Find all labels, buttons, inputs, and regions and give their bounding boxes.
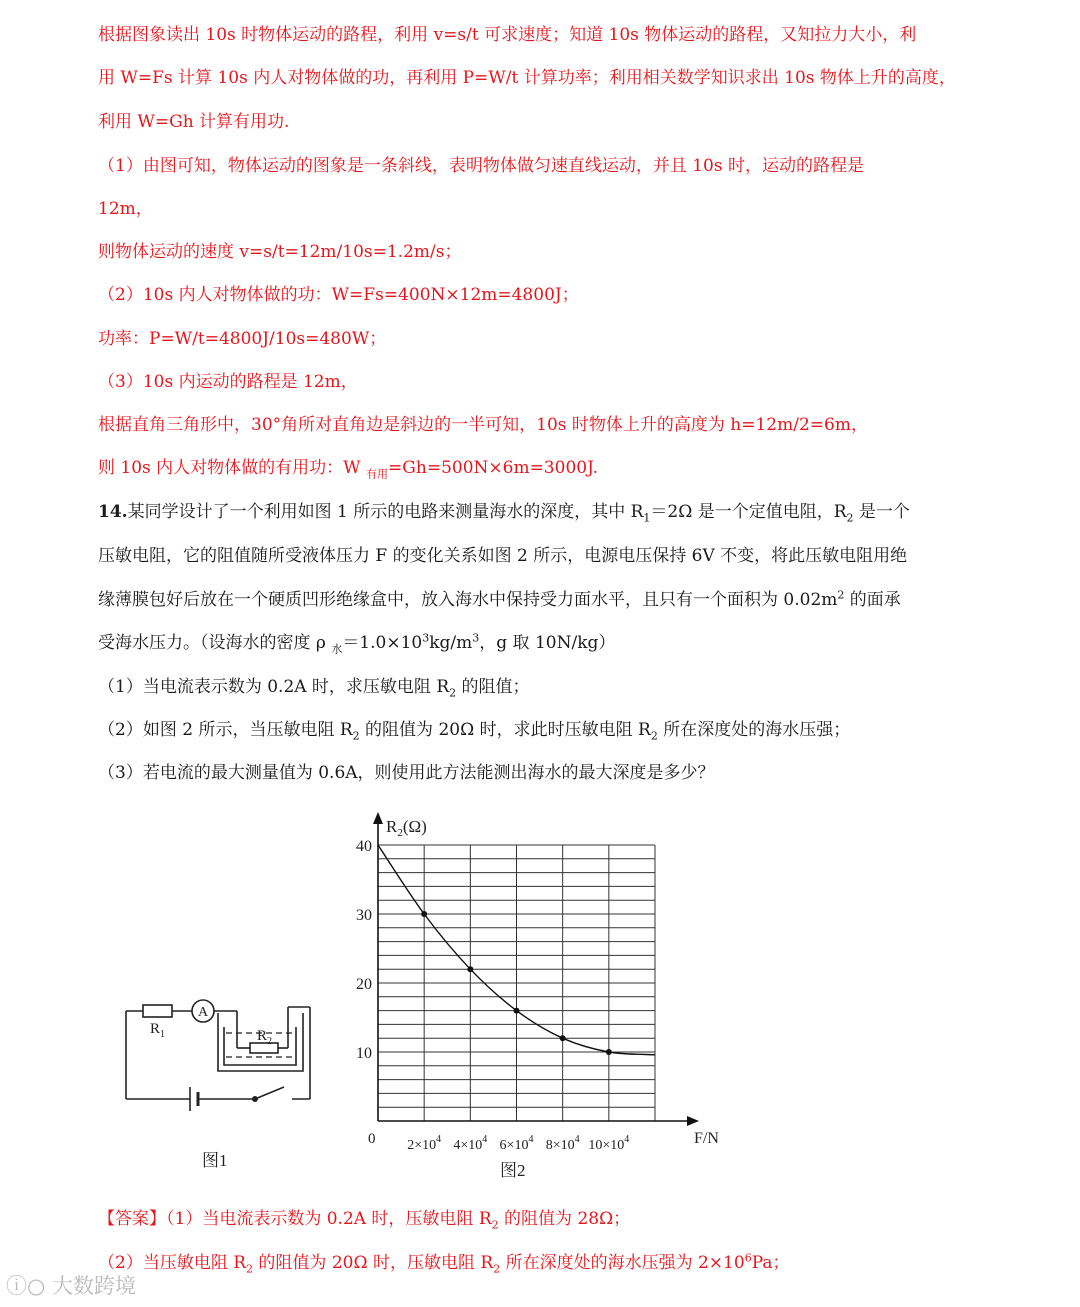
- figure-2-caption: 图2: [500, 1161, 526, 1180]
- x-tick-exponent: 4: [624, 1134, 630, 1145]
- text-segment: 则 10s 内人对物体做的有用功：W: [98, 458, 367, 478]
- text-segment: ，g 取 10N/kg）: [479, 633, 616, 653]
- ammeter-label: A: [197, 1005, 209, 1020]
- figure-2-chart: [340, 808, 740, 1188]
- data-point: [467, 966, 473, 972]
- subscript: 水: [331, 642, 343, 656]
- problem-line-2: 压敏电阻，它的阻值随所受液体压力 F 的变化关系如图 2 所示，电源电压保持 6V 不变，将此压敏电阻用绝: [98, 546, 908, 566]
- text-segment: （1）当电流表示数为 0.2A 时，求压敏电阻 R: [98, 677, 450, 697]
- data-point: [421, 911, 427, 917]
- text-segment: kg/m: [429, 633, 473, 653]
- question-2: [98, 719, 850, 741]
- solution-line: 根据图象读出 10s 时物体运动的路程，利用 v=s/t 可求速度；知道 10s 物体运动的路程，又知拉力大小，利: [98, 25, 917, 45]
- r1-label: $R_1$: [150, 1021, 166, 1040]
- y-tick-label: 40: [356, 838, 372, 855]
- resistor-r2: [250, 1043, 278, 1053]
- data-point: [560, 1035, 566, 1041]
- chart-ticks: [356, 838, 629, 1153]
- subscript: 有用: [366, 467, 389, 481]
- text-segment: 受海水压力。（设海水的密度 ρ: [98, 633, 332, 653]
- watermark-text: 大数跨境: [52, 1274, 137, 1298]
- y-tick-label: 30: [356, 907, 372, 924]
- answer-line-1: [98, 1208, 630, 1230]
- solution-line: 用 W=Fs 计算 10s 内人对物体做的功，再利用 P=W/t 计算功率；利用相关数学知识求出 10s 物体上升的高度，: [98, 68, 956, 88]
- switch: [255, 1087, 284, 1099]
- superscript: 6: [744, 1251, 752, 1265]
- text-segment: 的阻值为 20Ω 时，压敏电阻 R: [253, 1253, 494, 1273]
- x-tick-label: [546, 1134, 580, 1153]
- x-tick-label: [500, 1134, 534, 1153]
- x-axis-arrow: [687, 1116, 699, 1126]
- problem-line-3: [98, 589, 901, 611]
- chart-grid: [378, 845, 655, 1121]
- question-1: [98, 676, 530, 698]
- x-tick-exponent: 4: [528, 1134, 534, 1145]
- subscript: 2: [352, 729, 360, 743]
- superscript: 2: [837, 588, 845, 602]
- text-segment: ＝2Ω 是一个定值电阻，R: [650, 502, 847, 522]
- text-segment: 的阻值；: [456, 677, 530, 697]
- x-tick-base: 10×10: [588, 1138, 625, 1153]
- chart-y-axis-label: $R_2(\Omega)$: [386, 817, 427, 839]
- chart-x-axis-label: F/N: [694, 1130, 719, 1147]
- text-segment: 的阻值为 28Ω；: [498, 1209, 631, 1229]
- chart-origin-label: 0: [368, 1131, 376, 1147]
- text-segment: （2）如图 2 所示，当压敏电阻 R: [98, 720, 353, 740]
- text-segment: 某同学设计了一个利用如图 1 所示的电路来测量海水的深度，其中 R: [127, 502, 644, 522]
- data-point: [606, 1049, 612, 1055]
- subscript: 2: [846, 511, 854, 525]
- x-tick-exponent: 4: [482, 1134, 488, 1145]
- solution-line: （1）由图可知，物体运动的图象是一条斜线，表明物体做匀速直线运动，并且 10s 时，运动的路程是: [98, 156, 864, 176]
- x-tick-exponent: 4: [574, 1134, 580, 1145]
- x-tick-base: 6×10: [499, 1138, 529, 1153]
- x-tick-exponent: 4: [436, 1134, 442, 1145]
- solution-line: （2）10s 内人对物体做的功：W=Fs=400N×12m=4800J；: [98, 285, 579, 305]
- superscript: 3: [422, 631, 430, 645]
- problem-number: 14.: [98, 502, 128, 522]
- problem-line-4: [98, 632, 615, 654]
- text-segment: （1）当电流表示数为 0.2A 时，压敏电阻 R: [166, 1209, 492, 1229]
- y-axis-arrow: [373, 812, 383, 824]
- subscript: 2: [246, 1262, 254, 1276]
- solution-line: （3）10s 内运动的路程是 12m，: [98, 372, 358, 392]
- question-3: （3）若电流的最大测量值为 0.6A，则使用此方法能测出海水的最大深度是多少？: [98, 763, 715, 783]
- text-segment: 的面承: [844, 590, 901, 610]
- x-tick-base: 4×10: [453, 1138, 483, 1153]
- resistor-r1: [143, 1005, 172, 1017]
- solution-line: 则物体运动的速度 v=s/t=12m/10s=1.2m/s；: [98, 242, 462, 262]
- y-tick-label: 20: [356, 976, 372, 993]
- subscript: 2: [491, 1218, 499, 1232]
- solution-line: 12m，: [98, 199, 153, 219]
- watermark: [6, 1270, 136, 1300]
- x-tick-base: 2×10: [407, 1138, 437, 1153]
- y-tick-label: 10: [356, 1045, 372, 1062]
- text-segment: 所在深度处的海水压强；: [657, 720, 851, 740]
- text-segment: 是一个: [853, 502, 910, 522]
- superscript: 3: [472, 631, 480, 645]
- solution-line: 根据直角三角形中，30°角所对直角边是斜边的一半可知，10s 时物体上升的高度为 h=12m/2=6m，: [98, 415, 868, 435]
- text-segment: Pa；: [751, 1253, 790, 1273]
- solution-line: 功率：P=W/t=4800J/10s=480W；: [98, 329, 387, 349]
- figure-1-circuit: [120, 985, 330, 1175]
- solution-line: 利用 W=Gh 计算有用功.: [98, 112, 290, 132]
- subscript: 2: [650, 729, 658, 743]
- solution-useful-work-line: [98, 457, 598, 479]
- r2-label: $R_2$: [257, 1028, 273, 1047]
- problem-line-1: [98, 501, 910, 523]
- answer-line-2: [98, 1252, 790, 1274]
- figure-1-caption: 图1: [202, 1151, 228, 1170]
- text-segment: ＝1.0×10: [342, 633, 423, 653]
- x-tick-label: [453, 1134, 487, 1153]
- x-tick-base: 8×10: [545, 1138, 575, 1153]
- text-segment: 的阻值为 20Ω 时，求此时压敏电阻 R: [359, 720, 651, 740]
- subscript: 2: [449, 686, 457, 700]
- text-segment: 缘薄膜包好后放在一个硬质凹形绝缘盒中，放入海水中保持受力面水平，且只有一个面积为 0.02m: [98, 590, 838, 610]
- text-segment: =Gh=500N×6m=3000J.: [388, 458, 598, 478]
- watermark-logo-icon: ⓘ○: [6, 1274, 46, 1298]
- data-point: [514, 1008, 520, 1014]
- x-tick-label: [588, 1134, 629, 1153]
- text-segment: 所在深度处的海水压强为 2×10: [500, 1253, 745, 1273]
- subscript: 2: [493, 1262, 501, 1276]
- x-tick-label: [407, 1134, 441, 1153]
- text-segment: （2）当压敏电阻 R: [98, 1253, 247, 1273]
- answer-tag: 【答案】: [98, 1209, 166, 1229]
- switch-pivot: [252, 1096, 258, 1102]
- subscript: 1: [643, 511, 651, 525]
